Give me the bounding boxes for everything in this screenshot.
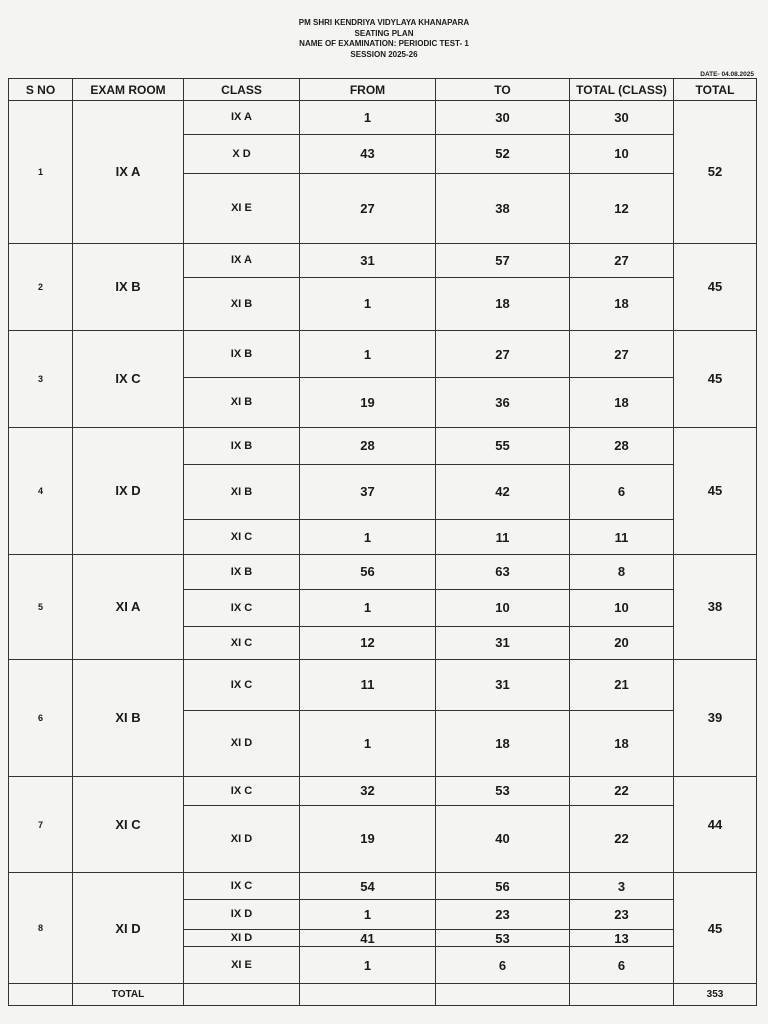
class-name: XI D xyxy=(184,929,300,946)
class-name: XI E xyxy=(184,173,300,243)
table-row xyxy=(9,873,757,900)
roll-to: 55 xyxy=(436,427,570,464)
table-row xyxy=(9,659,757,710)
roll-from: 1 xyxy=(300,331,436,378)
roll-from: 1 xyxy=(300,900,436,930)
class-total: 3 xyxy=(570,873,674,900)
roll-to: 6 xyxy=(436,947,570,984)
roll-from: 1 xyxy=(300,277,436,330)
table-row xyxy=(9,243,757,277)
roll-to: 36 xyxy=(436,378,570,427)
class-name: IX C xyxy=(184,873,300,900)
roll-from: 41 xyxy=(300,929,436,946)
room-total: 39 xyxy=(674,659,757,776)
class-name: IX C xyxy=(184,776,300,805)
class-name: IX D xyxy=(184,900,300,930)
class-total: 18 xyxy=(570,277,674,330)
empty-cell xyxy=(300,984,436,1006)
table-row xyxy=(9,427,757,464)
table-row xyxy=(9,776,757,805)
school-name: PM SHRI KENDRIYA VIDYLAYA KHANAPARA xyxy=(298,18,470,27)
class-name: XI E xyxy=(184,947,300,984)
roll-from: 19 xyxy=(300,805,436,873)
room-total: 45 xyxy=(674,243,757,330)
class-name: IX C xyxy=(184,659,300,710)
roll-to: 53 xyxy=(436,776,570,805)
roll-to: 63 xyxy=(436,554,570,589)
exam-room: IX D xyxy=(73,427,184,554)
exam-room: XI A xyxy=(73,554,184,659)
class-total: 18 xyxy=(570,711,674,777)
roll-from: 1 xyxy=(300,101,436,135)
class-name: IX A xyxy=(184,101,300,135)
room-total: 38 xyxy=(674,554,757,659)
room-total: 45 xyxy=(674,331,757,428)
col-total: TOTAL xyxy=(674,79,757,101)
document-header xyxy=(0,18,768,60)
exam-room: IX B xyxy=(73,243,184,330)
roll-from: 54 xyxy=(300,873,436,900)
exam-room: XI B xyxy=(73,659,184,776)
roll-from: 12 xyxy=(300,626,436,659)
class-name: XI B xyxy=(184,277,300,330)
roll-to: 53 xyxy=(436,929,570,946)
seating-plan-table xyxy=(8,78,757,1006)
table-row xyxy=(9,331,757,378)
class-total: 22 xyxy=(570,776,674,805)
roll-to: 42 xyxy=(436,464,570,519)
roll-from: 1 xyxy=(300,711,436,777)
room-total: 45 xyxy=(674,873,757,984)
col-from: FROM xyxy=(300,79,436,101)
class-name: IX B xyxy=(184,554,300,589)
class-total: 18 xyxy=(570,378,674,427)
class-name: XI B xyxy=(184,378,300,427)
roll-to: 23 xyxy=(436,900,570,930)
roll-from: 37 xyxy=(300,464,436,519)
session: SESSION 2025-26 xyxy=(350,49,418,59)
class-total: 11 xyxy=(570,520,674,555)
serial-number: 2 xyxy=(9,243,73,330)
class-total: 10 xyxy=(570,134,674,173)
room-total: 52 xyxy=(674,101,757,244)
class-total: 28 xyxy=(570,427,674,464)
col-to: TO xyxy=(436,79,570,101)
exam-room: XI D xyxy=(73,873,184,984)
class-total: 27 xyxy=(570,331,674,378)
class-name: IX B xyxy=(184,427,300,464)
roll-to: 18 xyxy=(436,277,570,330)
col-exam-room: EXAM ROOM xyxy=(73,79,184,101)
roll-to: 56 xyxy=(436,873,570,900)
roll-to: 40 xyxy=(436,805,570,873)
roll-to: 10 xyxy=(436,589,570,626)
class-total: 22 xyxy=(570,805,674,873)
class-total: 23 xyxy=(570,900,674,930)
serial-number: 6 xyxy=(9,659,73,776)
room-total: 44 xyxy=(674,776,757,873)
roll-to: 30 xyxy=(436,101,570,135)
col-total-class: TOTAL (CLASS) xyxy=(570,79,674,101)
class-total: 8 xyxy=(570,554,674,589)
table-row xyxy=(9,554,757,589)
table-row xyxy=(9,101,757,135)
class-name: XI C xyxy=(184,520,300,555)
header-row xyxy=(9,79,757,101)
class-name: XI D xyxy=(184,805,300,873)
total-label: TOTAL xyxy=(73,984,184,1006)
roll-from: 31 xyxy=(300,243,436,277)
document-title: SEATING PLAN xyxy=(354,28,414,38)
class-total: 21 xyxy=(570,659,674,710)
class-total: 20 xyxy=(570,626,674,659)
empty-cell xyxy=(570,984,674,1006)
class-name: X D xyxy=(184,134,300,173)
class-name: XI C xyxy=(184,626,300,659)
grand-total: 353 xyxy=(674,984,757,1006)
roll-from: 32 xyxy=(300,776,436,805)
empty-cell xyxy=(9,984,73,1006)
empty-cell xyxy=(436,984,570,1006)
empty-cell xyxy=(184,984,300,1006)
roll-from: 19 xyxy=(300,378,436,427)
roll-to: 52 xyxy=(436,134,570,173)
roll-to: 38 xyxy=(436,173,570,243)
class-total: 30 xyxy=(570,101,674,135)
serial-number: 4 xyxy=(9,427,73,554)
roll-to: 11 xyxy=(436,520,570,555)
roll-from: 28 xyxy=(300,427,436,464)
roll-from: 1 xyxy=(300,520,436,555)
serial-number: 7 xyxy=(9,776,73,873)
roll-from: 1 xyxy=(300,589,436,626)
class-total: 6 xyxy=(570,464,674,519)
class-total: 13 xyxy=(570,929,674,946)
roll-from: 11 xyxy=(300,659,436,710)
roll-from: 1 xyxy=(300,947,436,984)
class-total: 12 xyxy=(570,173,674,243)
grand-total-row xyxy=(9,984,757,1006)
exam-room: IX C xyxy=(73,331,184,428)
room-total: 45 xyxy=(674,427,757,554)
roll-to: 31 xyxy=(436,659,570,710)
roll-to: 18 xyxy=(436,711,570,777)
roll-from: 56 xyxy=(300,554,436,589)
roll-to: 31 xyxy=(436,626,570,659)
class-total: 27 xyxy=(570,243,674,277)
exam-room: IX A xyxy=(73,101,184,244)
class-name: IX C xyxy=(184,589,300,626)
class-total: 6 xyxy=(570,947,674,984)
roll-to: 27 xyxy=(436,331,570,378)
date-label: DATE- 04.08.2025 xyxy=(700,71,754,78)
serial-number: 3 xyxy=(9,331,73,428)
col-sno: S NO xyxy=(9,79,73,101)
class-name: IX A xyxy=(184,243,300,277)
class-total: 10 xyxy=(570,589,674,626)
class-name: XI B xyxy=(184,464,300,519)
serial-number: 8 xyxy=(9,873,73,984)
roll-to: 57 xyxy=(436,243,570,277)
class-name: IX B xyxy=(184,331,300,378)
seating-plan-body xyxy=(9,101,757,1006)
class-name: XI D xyxy=(184,711,300,777)
serial-number: 5 xyxy=(9,554,73,659)
serial-number: 1 xyxy=(9,101,73,244)
exam-room: XI C xyxy=(73,776,184,873)
exam-name: NAME OF EXAMINATION: PERIODIC TEST- 1 xyxy=(299,39,469,48)
col-class: CLASS xyxy=(184,79,300,101)
roll-from: 43 xyxy=(300,134,436,173)
roll-from: 27 xyxy=(300,173,436,243)
